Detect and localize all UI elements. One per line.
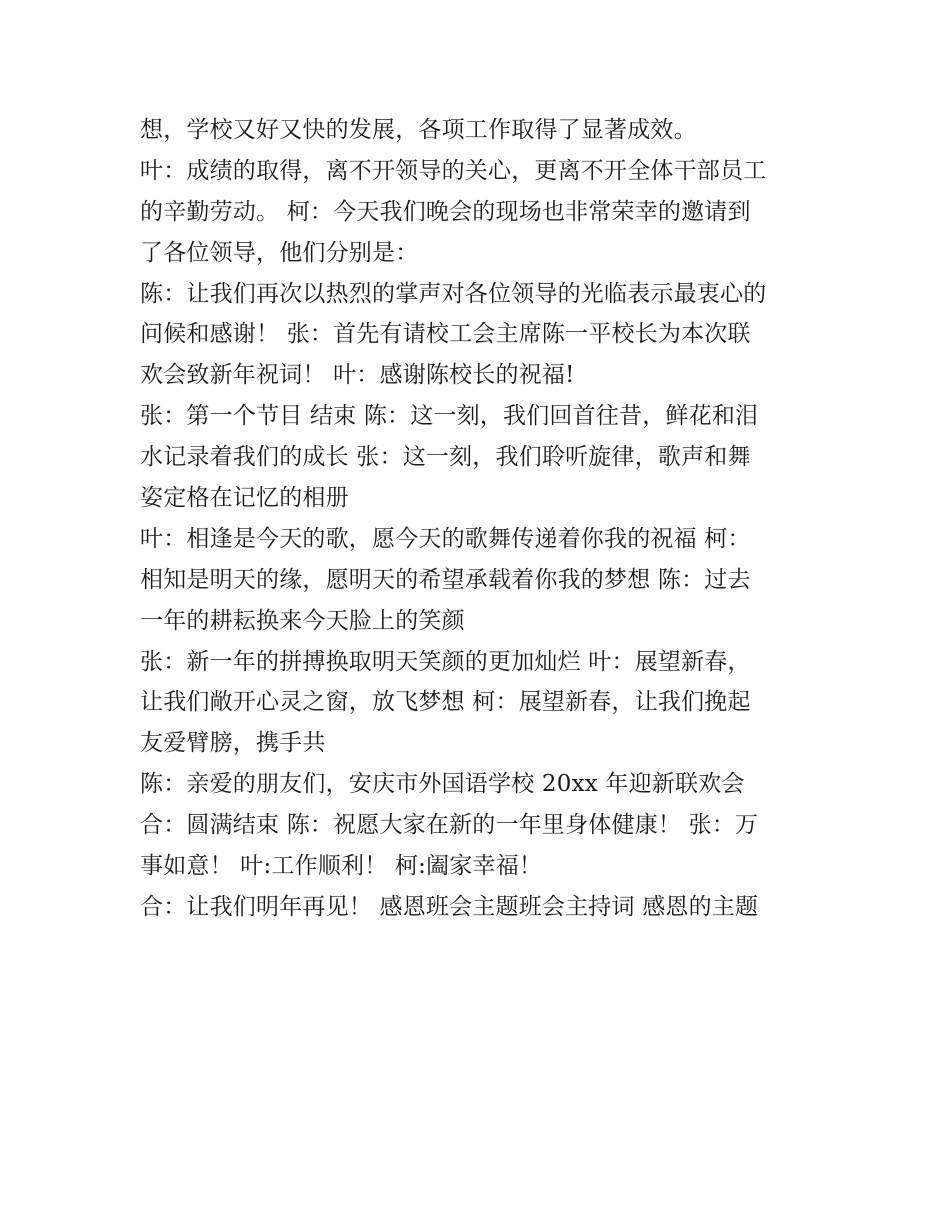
text-line: 姿定格在记忆的相册 xyxy=(140,485,349,512)
text-line: 合：让我们明年再见！ 感恩班会主题班会主持词 感恩的主题 xyxy=(140,893,759,920)
text-line: 张：第一个节目 结束 陈：这一刻，我们回首往昔，鲜花和泪 xyxy=(140,403,759,430)
text-line: 让我们敞开心灵之窗，放飞梦想 柯：展望新春，让我们挽起 xyxy=(140,689,751,716)
text-line: 叶：相逢是今天的歌，愿今天的歌舞传递着你我的祝福 柯： xyxy=(140,525,751,552)
text-line: 叶：成绩的取得，离不开领导的关心，更离不开全体干部员工 xyxy=(140,157,767,184)
text-line: 事如意！ 叶:工作顺利！ 柯:阖家幸福！ xyxy=(140,853,543,880)
text-line: 陈：让我们再次以热烈的掌声对各位领导的光临表示最衷心的 xyxy=(140,280,767,307)
text-line: 问候和感谢！ 张：首先有请校工会主席陈一平校长为本次联 xyxy=(140,321,751,348)
text-line: 欢会致新年祝词！ 叶：感谢陈校长的祝福! xyxy=(140,362,575,389)
text-line: 水记录着我们的成长 张：这一刻，我们聆听旋律，歌声和舞 xyxy=(140,444,751,471)
document-body xyxy=(140,110,840,928)
text-line: 陈：亲爱的朋友们，安庆市外国语学校 20xx 年迎新联欢会 xyxy=(140,771,745,798)
text-line: 的辛勤劳动。 柯：今天我们晚会的现场也非常荣幸的邀请到 xyxy=(140,198,751,225)
text-line: 了各位领导，他们分别是： xyxy=(140,239,419,266)
text-line: 合：圆满结束 陈：祝愿大家在新的一年里身体健康！ 张：万 xyxy=(140,812,759,839)
text-line: 想，学校又好又快的发展，各项工作取得了显著成效。 xyxy=(140,117,697,143)
text-line: 张：新一年的拼搏换取明天笑颜的更加灿烂 叶：展望新春， xyxy=(140,648,751,675)
text-line: 友爱臂膀，携手共 xyxy=(140,730,326,757)
text-line: 一年的耕耘换来今天脸上的笑颜 xyxy=(140,607,465,634)
text-line: 相知是明天的缘，愿明天的希望承载着你我的梦想 陈：过去 xyxy=(140,566,751,593)
